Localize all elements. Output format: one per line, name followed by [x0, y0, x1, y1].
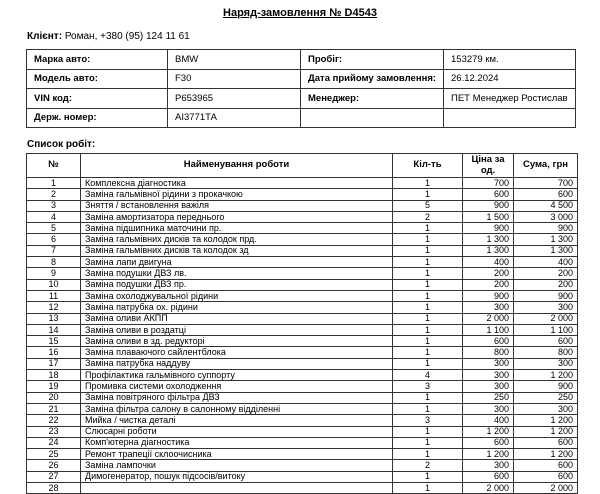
work-cell-num: 10 [27, 279, 81, 290]
work-cell-price: 1 200 [463, 426, 514, 437]
work-cell-price: 300 [463, 403, 514, 414]
work-cell-qty: 1 [393, 268, 463, 279]
work-cell-qty: 1 [393, 324, 463, 335]
works-header-row [27, 154, 578, 178]
works-section-label: Список робіт: [27, 139, 96, 150]
work-cell-qty: 1 [393, 313, 463, 324]
work-row [27, 290, 578, 301]
works-header-price: Ціна за од. [463, 154, 514, 178]
work-cell-sum: 600 [514, 471, 578, 482]
work-cell-name [81, 483, 393, 494]
work-cell-name: Мийка / чистка деталі [81, 415, 393, 426]
work-cell-price: 300 [463, 358, 514, 369]
work-cell-num: 14 [27, 324, 81, 335]
work-cell-name: Заміна гальмівної рідини з прокачкою [81, 189, 393, 200]
work-row [27, 234, 578, 245]
work-cell-sum: 200 [514, 279, 578, 290]
work-cell-num: 21 [27, 403, 81, 414]
work-cell-num: 19 [27, 381, 81, 392]
work-cell-name: Профілактика гальмівного суппорту [81, 370, 393, 381]
work-cell-sum: 1 300 [514, 234, 578, 245]
client-label: Клієнт: [27, 31, 63, 42]
work-cell-price: 2 000 [463, 313, 514, 324]
work-cell-name: Заміна охолоджувальної рідини [81, 290, 393, 301]
work-cell-price: 800 [463, 347, 514, 358]
work-cell-name: Зняття / встановлення важіля [81, 200, 393, 211]
work-cell-qty: 4 [393, 370, 463, 381]
work-cell-qty: 3 [393, 415, 463, 426]
work-cell-num: 7 [27, 245, 81, 256]
work-cell-price: 1 100 [463, 324, 514, 335]
info-value: 26.12.2024 [444, 69, 576, 89]
work-cell-sum: 3 000 [514, 211, 578, 222]
work-row [27, 403, 578, 414]
work-row [27, 358, 578, 369]
work-cell-price: 1 300 [463, 234, 514, 245]
work-cell-price: 200 [463, 279, 514, 290]
work-cell-sum: 700 [514, 178, 578, 189]
work-cell-qty: 1 [393, 347, 463, 358]
work-cell-price: 300 [463, 460, 514, 471]
work-row [27, 178, 578, 189]
work-cell-price: 1 500 [463, 211, 514, 222]
works-header-qty: Кіл-ть [393, 154, 463, 178]
work-cell-name: Ремонт трапеції склоочисника [81, 449, 393, 460]
work-cell-name: Заміна амортизатора переднього [81, 211, 393, 222]
work-cell-sum: 300 [514, 302, 578, 313]
work-cell-qty: 2 [393, 460, 463, 471]
work-cell-name: Заміна гальмівних дисків та колодок зд [81, 245, 393, 256]
work-cell-name: Димогенератор, пошук підсосів/витоку [81, 471, 393, 482]
vehicle-info-table [26, 49, 576, 128]
work-cell-name: Заміна лапи двигуна [81, 257, 393, 268]
work-cell-sum: 400 [514, 257, 578, 268]
work-cell-price: 600 [463, 336, 514, 347]
work-cell-sum: 200 [514, 268, 578, 279]
works-table [26, 153, 578, 494]
work-cell-name: Заміна оливи в зд. редукторі [81, 336, 393, 347]
info-label: Держ. номер: [27, 108, 168, 128]
work-row [27, 336, 578, 347]
work-cell-num: 24 [27, 437, 81, 448]
work-cell-qty: 1 [393, 392, 463, 403]
work-cell-sum: 1 300 [514, 245, 578, 256]
work-cell-qty: 1 [393, 426, 463, 437]
info-row [27, 50, 576, 70]
work-row [27, 471, 578, 482]
work-row [27, 279, 578, 290]
work-cell-qty: 1 [393, 257, 463, 268]
work-row [27, 189, 578, 200]
work-cell-num: 8 [27, 257, 81, 268]
work-row [27, 245, 578, 256]
work-cell-num: 16 [27, 347, 81, 358]
info-label: Дата прийому замовлення: [301, 69, 444, 89]
work-cell-name: Заміна гальмівних дисків та колодок прд. [81, 234, 393, 245]
info-label: VIN код: [27, 89, 168, 109]
work-cell-price: 300 [463, 370, 514, 381]
info-row [27, 108, 576, 128]
work-cell-num: 27 [27, 471, 81, 482]
work-cell-name: Комп'ютерна діагностика [81, 437, 393, 448]
work-order-document [0, 7, 600, 493]
work-cell-sum: 900 [514, 223, 578, 234]
work-row [27, 347, 578, 358]
client-line [27, 31, 600, 42]
work-cell-name: Заміна повітряного фільтра ДВЗ [81, 392, 393, 403]
work-cell-price: 300 [463, 381, 514, 392]
work-cell-qty: 1 [393, 483, 463, 494]
work-cell-qty: 1 [393, 245, 463, 256]
work-cell-qty: 1 [393, 437, 463, 448]
work-cell-qty: 1 [393, 403, 463, 414]
work-cell-sum: 800 [514, 347, 578, 358]
work-cell-sum: 600 [514, 460, 578, 471]
work-cell-num: 18 [27, 370, 81, 381]
work-cell-num: 20 [27, 392, 81, 403]
info-label: Менеджер: [301, 89, 444, 109]
work-cell-price: 2 000 [463, 483, 514, 494]
work-cell-price: 300 [463, 302, 514, 313]
work-row [27, 437, 578, 448]
work-cell-num: 17 [27, 358, 81, 369]
work-cell-qty: 1 [393, 279, 463, 290]
work-cell-num: 3 [27, 200, 81, 211]
document-title: Наряд-замовлення № D4543 [223, 7, 377, 19]
info-label: Пробіг: [301, 50, 444, 70]
work-cell-name: Комплексна діагностика [81, 178, 393, 189]
work-cell-qty: 1 [393, 336, 463, 347]
work-cell-sum: 2 000 [514, 483, 578, 494]
work-cell-num: 6 [27, 234, 81, 245]
work-cell-num: 26 [27, 460, 81, 471]
work-cell-sum: 300 [514, 358, 578, 369]
work-cell-name: Заміна фільтра салону в салонному відділенні [81, 403, 393, 414]
work-cell-qty: 1 [393, 178, 463, 189]
work-cell-num: 22 [27, 415, 81, 426]
work-cell-qty: 1 [393, 302, 463, 313]
work-cell-price: 250 [463, 392, 514, 403]
work-cell-qty: 1 [393, 189, 463, 200]
work-cell-qty: 1 [393, 223, 463, 234]
work-cell-num: 15 [27, 336, 81, 347]
work-cell-num: 13 [27, 313, 81, 324]
work-cell-num: 23 [27, 426, 81, 437]
work-cell-name: Заміна подушки ДВЗ лв. [81, 268, 393, 279]
work-row [27, 381, 578, 392]
work-cell-name: Заміна подушки ДВЗ пр. [81, 279, 393, 290]
work-cell-sum: 1 200 [514, 370, 578, 381]
work-cell-price: 900 [463, 200, 514, 211]
info-label: Модель авто: [27, 69, 168, 89]
work-cell-sum: 600 [514, 336, 578, 347]
work-cell-num: 5 [27, 223, 81, 234]
info-value: ПЕТ Менеджер Ростислав [444, 89, 576, 109]
work-row [27, 449, 578, 460]
work-row [27, 426, 578, 437]
work-cell-price: 700 [463, 178, 514, 189]
work-cell-sum: 1 200 [514, 449, 578, 460]
work-cell-qty: 3 [393, 381, 463, 392]
work-cell-qty: 1 [393, 449, 463, 460]
work-cell-num: 11 [27, 290, 81, 301]
work-cell-num: 12 [27, 302, 81, 313]
work-row [27, 200, 578, 211]
work-cell-sum: 4 500 [514, 200, 578, 211]
work-cell-name: Заміна лампочки [81, 460, 393, 471]
work-cell-name: Заміна оливи в роздатці [81, 324, 393, 335]
info-row [27, 89, 576, 109]
info-value: АІ3771ТА [168, 108, 301, 128]
work-cell-qty: 1 [393, 234, 463, 245]
info-label [301, 108, 444, 128]
info-value: 153279 км. [444, 50, 576, 70]
work-row [27, 313, 578, 324]
work-cell-name: Заміна підшипника маточини пр. [81, 223, 393, 234]
work-cell-name: Заміна плаваючого сайлентблока [81, 347, 393, 358]
work-cell-price: 1 200 [463, 449, 514, 460]
work-cell-sum: 600 [514, 437, 578, 448]
work-row [27, 460, 578, 471]
work-cell-price: 900 [463, 290, 514, 301]
client-value: Роман, +380 (95) 124 11 61 [64, 31, 190, 42]
work-cell-price: 400 [463, 415, 514, 426]
work-cell-sum: 250 [514, 392, 578, 403]
work-cell-qty: 1 [393, 471, 463, 482]
work-cell-sum: 900 [514, 381, 578, 392]
work-row [27, 324, 578, 335]
work-cell-name: Слюсарні роботи [81, 426, 393, 437]
info-value: BMW [168, 50, 301, 70]
work-row [27, 268, 578, 279]
work-cell-price: 400 [463, 257, 514, 268]
work-cell-qty: 2 [393, 211, 463, 222]
works-header-num: № [27, 154, 81, 178]
work-row [27, 483, 578, 494]
work-row [27, 302, 578, 313]
work-cell-price: 600 [463, 471, 514, 482]
work-cell-name: Заміна патрубка наддуву [81, 358, 393, 369]
work-cell-price: 1 300 [463, 245, 514, 256]
work-cell-name: Промивка системи охолодження [81, 381, 393, 392]
info-row [27, 69, 576, 89]
info-value [444, 108, 576, 128]
work-cell-sum: 1 200 [514, 426, 578, 437]
work-row [27, 392, 578, 403]
work-cell-sum: 300 [514, 403, 578, 414]
work-cell-price: 600 [463, 189, 514, 200]
work-row [27, 370, 578, 381]
work-cell-sum: 600 [514, 189, 578, 200]
work-row [27, 211, 578, 222]
work-cell-qty: 1 [393, 358, 463, 369]
work-cell-qty: 1 [393, 290, 463, 301]
work-cell-qty: 5 [393, 200, 463, 211]
work-cell-num: 25 [27, 449, 81, 460]
work-cell-price: 600 [463, 437, 514, 448]
work-cell-sum: 1 200 [514, 415, 578, 426]
info-value: F30 [168, 69, 301, 89]
work-cell-name: Заміна патрубка ох. рідини [81, 302, 393, 313]
work-cell-num: 1 [27, 178, 81, 189]
info-label: Марка авто: [27, 50, 168, 70]
work-cell-sum: 900 [514, 290, 578, 301]
works-header-sum: Сума, грн [514, 154, 578, 178]
work-row [27, 415, 578, 426]
work-cell-sum: 1 100 [514, 324, 578, 335]
work-cell-num: 2 [27, 189, 81, 200]
works-header-name: Найменування роботи [81, 154, 393, 178]
info-value: P653965 [168, 89, 301, 109]
work-cell-price: 200 [463, 268, 514, 279]
work-cell-num: 9 [27, 268, 81, 279]
work-cell-num: 28 [27, 483, 81, 494]
work-cell-sum: 2 000 [514, 313, 578, 324]
work-cell-num: 4 [27, 211, 81, 222]
work-row [27, 257, 578, 268]
work-cell-name: Заміна оливи АКПП [81, 313, 393, 324]
work-row [27, 223, 578, 234]
work-cell-price: 900 [463, 223, 514, 234]
